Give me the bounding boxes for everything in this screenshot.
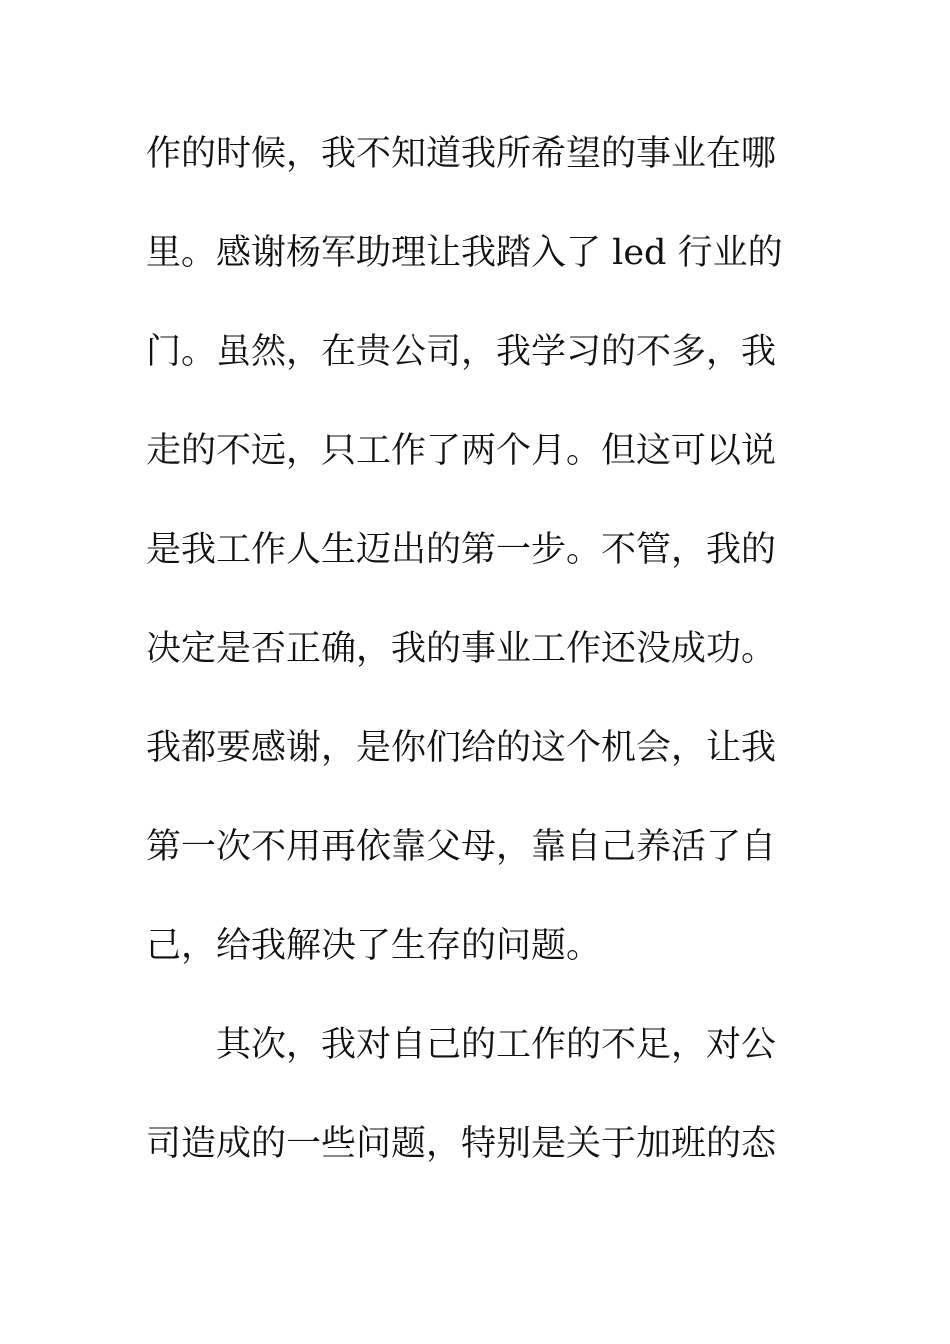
text-line: 走的不远，只工作了两个月。但这可以说 bbox=[146, 431, 777, 471]
text-line: 作的时候，我不知道我所希望的事业在哪 bbox=[146, 134, 777, 174]
text-line: 第一次不用再依靠父母，靠自己养活了自 bbox=[146, 827, 777, 867]
body-text bbox=[146, 122, 786, 1211]
text-line: 是我工作人生迈出的第一步。不管，我的 bbox=[146, 530, 777, 570]
text-line: 里。感谢杨军助理让我踏入了 led 行业的 bbox=[146, 233, 783, 273]
text-line: 门。虽然，在贵公司，我学习的不多，我 bbox=[146, 332, 777, 372]
text-line: 司造成的一些问题，特别是关于加班的态 bbox=[146, 1124, 777, 1164]
paragraph-start-line: 其次，我对自己的工作的不足，对公 bbox=[216, 1025, 777, 1065]
text-line: 我都要感谢，是你们给的这个机会，让我 bbox=[146, 728, 777, 768]
text-line: 己，给我解决了生存的问题。 bbox=[146, 926, 602, 966]
text-line: 决定是否正确，我的事业工作还没成功。 bbox=[146, 629, 777, 669]
